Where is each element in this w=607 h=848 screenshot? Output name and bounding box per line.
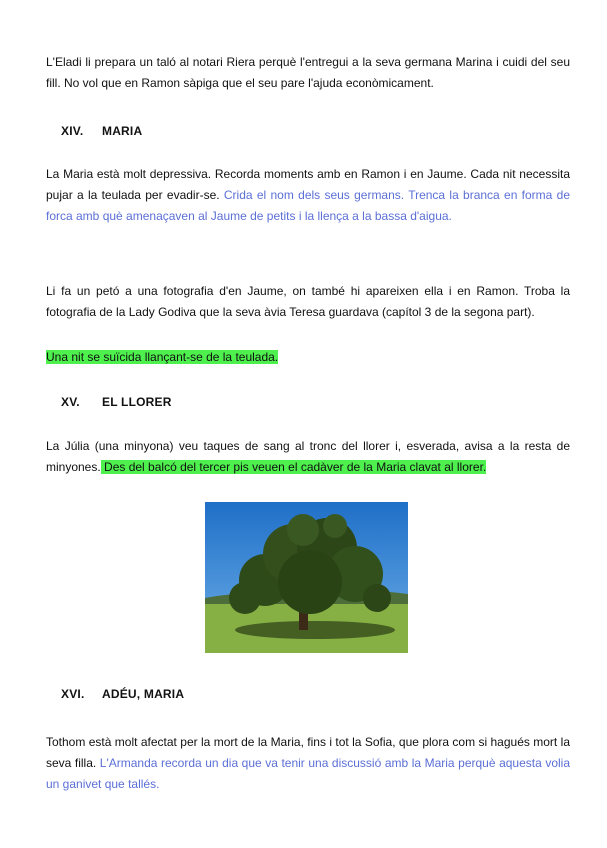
section-heading-xiv [61, 124, 142, 138]
tree-photo-icon [205, 502, 408, 653]
paragraph-photo [46, 281, 570, 323]
section-title: MARIA [102, 124, 143, 138]
paragraph-maria-depressed [46, 164, 570, 227]
paragraph-blue-text: Crida el nom dels seus germans. Trenca la branca en forma de forca amb què amenaçaven al Jaume de petits i la llença a la bassa d'aigua. [46, 188, 570, 223]
highlighted-text: Des del balcó del tercer pis veuen el cadàver de la Maria clavat al llorer. [100, 460, 487, 474]
paragraph-text: La Maria està molt depressiva. Recorda moments amb en Ramon i en Jaume. Cada nit necessita pujar a la teulada per evadir-se. [46, 167, 570, 202]
section-number: XVI. [61, 687, 85, 701]
paragraph-suicide [46, 347, 570, 368]
paragraph-text: La Júlia (una minyona) veu taques de sang al tronc del llorer i, esverada, avisa a la resta de minyones. [46, 439, 570, 474]
paragraph-eladi [46, 52, 570, 94]
section-number: XV. [61, 395, 80, 409]
paragraph-text: Li fa un petó a una fotografia d'en Jaume, on també hi apareixen ella i en Ramon. Troba la fotografia de la Lady Godiva que la seva àvia Teresa guardava (capítol 3 de la segona part). [46, 284, 570, 319]
paragraph-llorer [46, 436, 570, 478]
paragraph-text: L'Eladi li prepara un taló al notari Riera perquè l'entregui a la seva germana Marina i cuidi del seu fill. No vol que en Ramon sàpiga que el seu pare l'ajuda econòmicament. [46, 55, 570, 90]
section-title: EL LLORER [102, 395, 172, 409]
paragraph-blue-text: L'Armanda recorda un dia que va tenir una discussió amb la Maria perquè aquesta volia un ganivet que tallés. [46, 756, 570, 791]
paragraph-adeu [46, 732, 570, 795]
highlighted-text: Una nit se suïcida llançant-se de la teulada. [46, 350, 279, 364]
section-heading-xv [61, 395, 172, 409]
paragraph-text: Tothom està molt afectat per la mort de la Maria, fins i tot la Sofia, que plora com si hagués mort la seva filla. [46, 735, 570, 770]
section-heading-xvi [61, 687, 184, 701]
section-number: XIV. [61, 124, 84, 138]
section-title: ADÉU, MARIA [102, 687, 185, 701]
